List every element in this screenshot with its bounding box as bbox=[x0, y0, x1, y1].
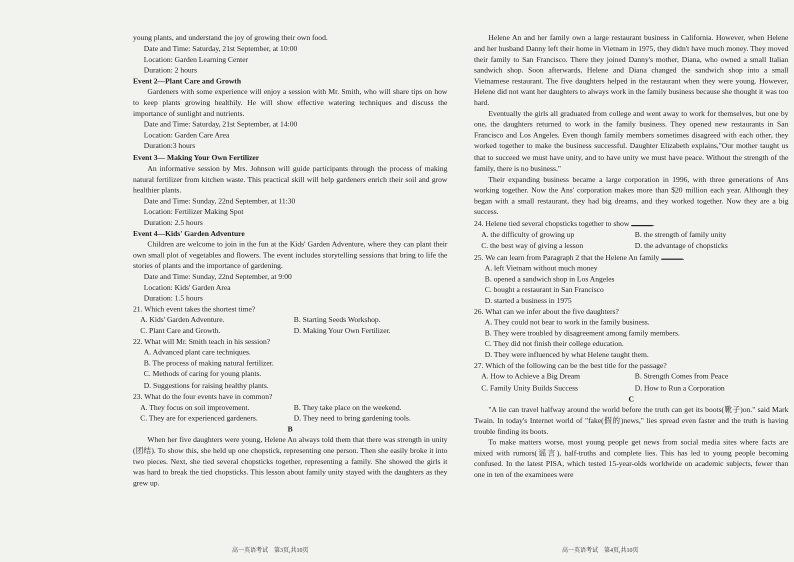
intro-text: young plants, and understand the joy of growing their own food. bbox=[133, 34, 328, 43]
event4-date: Date and Time: Sunday, 22nd September, at 9:00 bbox=[143, 273, 292, 282]
answer-blank bbox=[631, 218, 653, 226]
question-25-text: 25. We can learn from Paragraph 2 that the Helene An family bbox=[474, 253, 660, 263]
event4-heading: Event 4—Kids' Garden Adventure bbox=[133, 229, 245, 239]
question-27: 27. Which of the following can be the best title for the passage? bbox=[474, 362, 667, 371]
question-24: 24. Helene tied several chopsticks together to show . bbox=[474, 218, 788, 230]
q22-option-a[interactable]: A. Advanced plant care techniques. bbox=[143, 349, 251, 358]
q26-option-a[interactable]: A. They could not bear to work in the family business. bbox=[484, 318, 650, 328]
event2-duration: Duration:3 hours bbox=[143, 142, 196, 152]
q22-option-b[interactable]: B. The process of making natural fertilizer. bbox=[143, 359, 274, 369]
event3-date: Date and Time: Sunday, 22nd September, at 11:30 bbox=[143, 197, 296, 206]
question-23: 23. What do the four events have in common? bbox=[133, 392, 273, 401]
left-column bbox=[133, 33, 447, 489]
event1-date: Date and Time: Saturday, 21st September, at 10:00 bbox=[143, 45, 298, 54]
question-24-options bbox=[474, 230, 788, 241]
question-27-options-2 bbox=[474, 383, 788, 394]
q25-option-a[interactable]: A. left Vietnam without much money bbox=[484, 264, 598, 273]
q21-option-d[interactable]: D. Making Your Own Fertilizer. bbox=[293, 327, 391, 336]
q22-option-c[interactable]: C. Methods of caring for young plants. bbox=[143, 370, 262, 380]
q27-option-d[interactable]: D. How to Run a Corporation bbox=[634, 384, 725, 393]
right-page-footer: 高一英语考试 第4页,共10页 bbox=[562, 548, 639, 554]
q27-option-a[interactable]: A. How to Achieve a Big Dream bbox=[481, 373, 581, 382]
q21-option-a[interactable]: A. Kids' Garden Adventure. bbox=[140, 316, 225, 325]
q25-option-b[interactable]: B. opened a sandwich shop in Los Angeles bbox=[484, 275, 615, 284]
q24-option-c[interactable]: C. the best way of giving a lesson bbox=[481, 241, 584, 251]
q24-option-d[interactable]: D. the advantage of chopsticks bbox=[634, 241, 728, 251]
q27-option-b[interactable]: B. Strength Comes from Peace bbox=[634, 373, 729, 382]
q25-option-c[interactable]: C. bought a restaurant in San Francisco bbox=[484, 286, 604, 295]
q27-option-c[interactable]: C. Family Unity Builds Success bbox=[481, 384, 578, 393]
event4-body: Children are welcome to join in the fun at the Kids' Garden Adventure, where they can plant their own small plot of vegetables and flowers. The event includes storytelling sessions that bring to life the stories of plants and the importance of gardening. bbox=[133, 240, 448, 271]
event3-duration: Duration: 2.5 hours bbox=[143, 218, 203, 228]
question-21-options-2 bbox=[133, 326, 447, 337]
question-24-text: 24. Helene tied several chopsticks together to show bbox=[474, 219, 630, 229]
q21-option-b[interactable]: B. Starting Seeds Workshop. bbox=[293, 316, 381, 325]
event3-body: An informative session by Mrs. Johnson will guide participants through the process of making natural fertilizer from kitchen waste. This practical skill will help gardeners enrich their soil and grow healthier plants. bbox=[133, 164, 448, 195]
event1-duration: Duration: 2 hours bbox=[143, 66, 198, 76]
q23-option-a[interactable]: A. They focus on soil improvement. bbox=[140, 403, 250, 412]
question-26: 26. What can we infer about the five daughters? bbox=[474, 308, 619, 317]
event4-duration: Duration: 1.5 hours bbox=[143, 294, 203, 304]
question-21-options bbox=[133, 315, 447, 326]
question-23-options bbox=[133, 402, 447, 413]
event2-location: Location: Garden Care Area bbox=[143, 131, 230, 141]
q23-option-c[interactable]: C. They are for experienced gardeners. bbox=[140, 414, 258, 423]
right-column bbox=[474, 33, 788, 481]
passage-b-paragraph-1: When her five daughters were young, Helene An always told them that there was strength in unity (团结). To show this, she held up one chopstick, representing one person. Then she easily broke it into two pieces. Next, she tied several chopsticks together, representing a family. She showed the girls it was hard to break the tied chopsticks. This lesson about family unity stayed with the daughters as they grew up. bbox=[133, 435, 448, 488]
q23-option-b[interactable]: B. They take place on the weekend. bbox=[293, 403, 402, 412]
event3-location: Location: Fertilizer Making Spot bbox=[143, 207, 244, 217]
left-page-footer: 高一英语考试 第3页,共10页 bbox=[232, 548, 309, 554]
q21-option-c[interactable]: C. Plant Care and Growth. bbox=[140, 327, 221, 336]
passage-b-paragraph-3: Eventually the girls all graduated from college and went away to work for themselves, but one by one, the daughters returned to work in the family business. They opened new restaurants in San Francisco and Los Angeles. Even though family members sometimes disagreed with each other, they worked together to make the business successful. Daughter Elizabeth explains,"Our mother taught us that to succeed we must have unity, and to have unity we must have peace. Without the strength of the family, there is no business." bbox=[474, 110, 789, 173]
event1-location: Location: Garden Learning Center bbox=[143, 55, 249, 65]
event2-body: Gardeners with some experience will enjoy a session with Mr. Smith, who will share tips on how to keep plants growing healthily. He will show effective watering techniques and discuss the importance of sunlight and nutrients. bbox=[133, 88, 448, 119]
answer-blank bbox=[661, 251, 683, 259]
question-27-options bbox=[474, 372, 788, 383]
q22-option-d[interactable]: D. Suggestions for raising healthy plants. bbox=[143, 381, 269, 390]
event3-heading: Event 3— Making Your Own Fertilizer bbox=[133, 153, 260, 163]
question-22: 22. What will Mr. Smith teach in his session? bbox=[133, 338, 271, 347]
q23-option-d[interactable]: D. They need to bring gardening tools. bbox=[293, 414, 411, 423]
q26-option-d[interactable]: D. They were influenced by what Helene taught them. bbox=[484, 351, 649, 360]
event4-location: Location: Kids' Garden Area bbox=[143, 283, 231, 293]
passage-b-paragraph-2: Helene An and her family own a large restaurant business in California. However, when Helene and her husband Danny left their home in Vietnam in 1975, they didn't have much money. They moved their family to San Francisco. There they joined Danny's mother, Diana, who owned a small Italian sandwich shop. Soon afterwards, Helene and Diana changed the sandwich shop into a small Vietnamese restaurant. The five daughters helped in the restaurant when they were young. However, Helene did not want her daughters to always work in the family business because she thought it was too hard. bbox=[474, 34, 789, 108]
event2-heading: Event 2—Plant Care and Growth bbox=[133, 77, 242, 87]
passage-c-paragraph-1: "A lie can travel halfway around the world before the truth can get its boots(靴子)on." said Mark Twain. In today's Internet world of "fake(假的)news," lies spread even faster and the truth is having trouble finding its boots. bbox=[474, 405, 789, 436]
q24-option-b[interactable]: B. the strength of family unity bbox=[634, 230, 727, 240]
passage-b-paragraph-4: Their expanding business became a large corporation in 1996, with three generations of Ans working together. Now the Ans' corporation makes more than $20 million each year. Although they began with a small restaurant, they had big dreams, and they worked together. Now they are a big success. bbox=[474, 175, 789, 217]
section-c-heading: C bbox=[628, 394, 634, 404]
q26-option-b[interactable]: B. They were troubled by disagreement among family members. bbox=[484, 329, 680, 339]
question-21: 21. Which event takes the shortest time? bbox=[133, 305, 256, 315]
q25-option-d[interactable]: D. started a business in 1975 bbox=[484, 297, 572, 306]
q26-option-c[interactable]: C. They did not finish their college education. bbox=[484, 340, 624, 349]
question-25: 25. We can learn from Paragraph 2 that the Helene An family . bbox=[474, 251, 788, 263]
passage-c-paragraph-2: To make matters worse, most young people get news from social media sites where facts are mixed with rumors(谣言), half-truths and complete lies. This has led to young people becoming confused. In the latest PISA, which tested 15-year-olds worldwide on academic subjects, fewer than one in ten of the examinees were bbox=[474, 438, 789, 480]
section-b-heading: B bbox=[287, 425, 293, 434]
event2-date: Date and Time: Saturday, 21st September, at 14:00 bbox=[143, 121, 298, 130]
question-24-options-2 bbox=[474, 240, 788, 251]
question-23-options-2 bbox=[133, 413, 447, 424]
q24-option-a[interactable]: A. the difficulty of growing up bbox=[481, 230, 575, 240]
